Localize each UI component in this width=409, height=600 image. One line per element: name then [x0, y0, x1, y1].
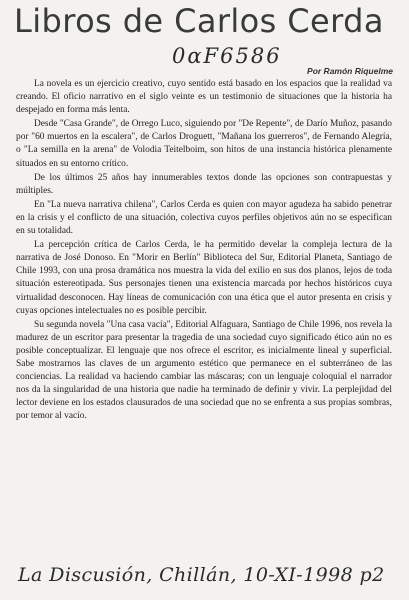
article-paragraph: Su segunda novela "Una casa vacía", Editorial Alfaguara, Santiago de Chile 1996, nos revela la madurez de un escritor para presentar la tragedia de una sociedad cuyo significado ético aún no es posible conceptualizar. El lenguaje que nos ofrece el escritor, es inicialmente lineal y superficial. Sabe mostrarnos las claves de un argumento estético que permanece en el subterráneo de las conciencias. La realidad va haciendo cambiar las máscaras; con un lenguaje coloquial el narrador nos da la singularidad de una historia que nadie ha terminado de definir y vivir. La perplejidad del lector deviene en los estados clausurados de una sociedad que no se enfrenta a sus propias sombras, por temor al vacío.: [16, 319, 392, 422]
article-paragraph: La novela es un ejercicio creativo, cuyo sentido está basado en los espacios que la realidad va creando. El oficio narrativo en el siglo veinte es un testimonio de situaciones que la historia ha despejado en forma más lenta.: [16, 79, 392, 116]
article-paragraph: En "La nueva narrativa chilena", Carlos Cerda es quien con mayor agudeza ha sabido penetrar en la crisis y el conflicto de una situación, colectiva cuyos perfiles objetivos aún no se especifican en su totalidad.: [16, 199, 392, 237]
handwritten-catalog-code: 0αF6586: [172, 44, 282, 68]
article-paragraph: Desde "Casa Grande", de Orrego Luco, siguiendo por "De Repente", de Darío Muñoz, pasando por "60 muertos en la escalera", de Carlos Droguett, "Mañana los guerreros", de Fernando Alegría, o "La semilla en la arena" de Volodia Teitelboim, son hitos de una instancia histórica plenamente situados en su entorno crítico.: [16, 119, 392, 169]
article-paragraph: La percepción crítica de Carlos Cerda, le ha permitido develar la compleja lectura de la narrativa de José Donoso. En "Morir en Berlín" Biblioteca del Sur, Editorial Planeta, Santiago de Chile 1993, con una prosa dramática nos muestra la vida del exilio en sus dos planos, lejos de toda situación estereotipada. Sus personajes tienen una existencia marcada por hechos históricos cuya virtualidad desconocen. Hay líneas de comunicación con una ética que el autor presenta en crisis y cuyas opciones intelectuales no es posible percibir.: [16, 240, 392, 316]
article-title: Libros de Carlos Cerda: [14, 2, 384, 40]
article-byline: Por Ramón Riquelme: [307, 66, 393, 76]
article-body: [16, 78, 392, 424]
article-paragraph: De los últimos 25 años hay innumerables textos donde las opciones son contrapuestas y múltiples.: [16, 172, 392, 196]
handwritten-source-note: La Discusión, Chillán, 10-XI-1998 p2: [18, 564, 385, 586]
